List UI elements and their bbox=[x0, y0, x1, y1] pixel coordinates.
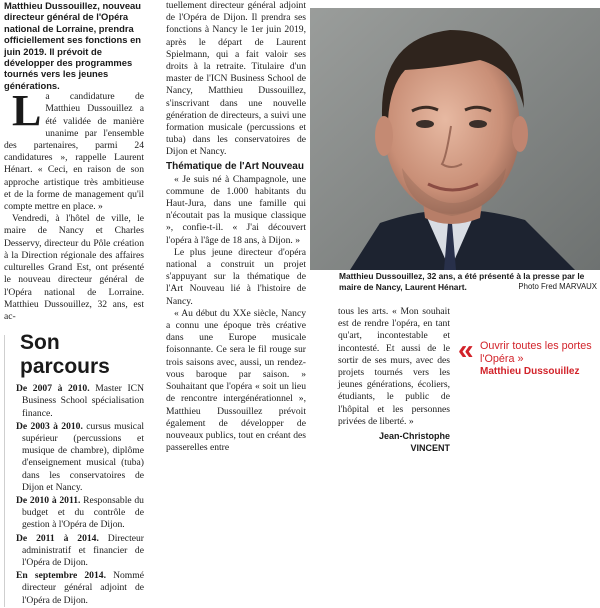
column-3 bbox=[338, 306, 450, 454]
col2-paragraph-1: tuellement directeur général adjoint de l'Opéra de Dijon. Il prendra ses fonctions à Nancy le 1er juin 2019, après le départ de Laurent Spielmann, qui a fait valoir ses droits à la retraite. Titulaire d'un master de l'ICN Business School de Nancy, Matthieu Dussouillez, s'inscrivant dans une nouvelle génération de directeurs, a suivi une formation musicale (percussions et tuba) dans les conservatoires de Dijon et Nancy. bbox=[166, 0, 306, 158]
drop-cap: L bbox=[12, 86, 42, 136]
author-signature: Jean-Christophe VINCENT bbox=[378, 431, 450, 454]
portrait-illustration bbox=[310, 8, 600, 270]
sidebar-parcours bbox=[4, 331, 144, 607]
parcours-item bbox=[4, 421, 144, 494]
parcours-year: De 2010 à 2011. bbox=[16, 494, 81, 506]
col2-paragraph-3: Le plus jeune directeur d'opéra national a construit un projet s'appuyant sur la thématique de l'Art Nouveau lié à l'histoire de Nancy. bbox=[166, 246, 306, 307]
article-lead: Matthieu Dussouillez, nouveau directeur général de l'Opéra national de Lorraine, prendra officiellement ses fonctions en juin 2019. Il prévoit de développer des programmes tournés vers les jeunes générations. bbox=[4, 0, 142, 91]
parcours-item bbox=[4, 495, 144, 532]
parcours-text: Directeur administratif et financier de l'Opéra de Dijon. bbox=[22, 532, 144, 568]
photo-caption bbox=[339, 271, 597, 292]
parcours-item bbox=[4, 570, 144, 607]
col3-paragraph-1: tous les arts. « Mon souhait est de rendre l'opéra, en tant qu'art, incontestable et incontesté. Et aussi de le sortir de ses murs, avec des projets tournés vers les jeunes générations, écoliers, étudiants, le public de l'hôpital et les personnes privées de liberté. » bbox=[338, 306, 450, 427]
parcours-year: De 2011 à 2014. bbox=[16, 532, 99, 544]
parcours-text: cursus musical supérieur (percussions et musique de chambre), diplôme d'enseignement musical (tuba) dans les conservatoires de Dijon et Nancy. bbox=[22, 420, 144, 493]
quote-author: Matthieu Dussouillez bbox=[480, 366, 580, 377]
col1-paragraph-2: Vendredi, à l'hôtel de ville, le maire de Nancy et Charles Desservy, directeur du Pôle création à la Direction régionale des affaires culturelles Grand Est, ont présenté le nouveau directeur général de l'Opéra national de Lorraine. Matthieu Dussouillez, 32 ans, est ac- bbox=[4, 213, 144, 322]
quote-text: Ouvrir toutes les portes l'Opéra » bbox=[480, 340, 592, 365]
section-subhead: Thématique de l'Art Nouveau bbox=[166, 160, 304, 172]
col1-paragraph-1 bbox=[4, 86, 144, 213]
parcours-item bbox=[4, 383, 144, 420]
parcours-year: De 2007 à 2010. bbox=[16, 383, 90, 395]
col2-paragraph-4: « Au début du XXe siècle, Nancy a connu une époque très créative dans une Europe musicale foisonnante. Ce sera le fil rouge sur trois saisons avec, aussi, un rendez-vous baroque par saison. » Souhaitant que l'opéra « soit un lieu de rencontre intergénérationnel », Matthieu Dussouillez prévoit également de développer de nouveaux publics, tout en créant des passerelles entre bbox=[166, 307, 306, 454]
column-2 bbox=[166, 0, 306, 454]
parcours-text: Master ICN Business School spécialisation finance. bbox=[22, 383, 145, 419]
parcours-year: De 2003 à 2010. bbox=[16, 420, 83, 432]
col1-paragraph-1-text: a candidature de Matthieu Dussouillez a été validée de manière unanime par l'ensemble des partenaires, parmi 24 candidatures », rappelle Laurent Hénart. « Ceci, en raison de son approche artistique très ambitieuse et de la forme de management qu'il compte mettre en place. » bbox=[4, 91, 144, 213]
quote-mark: « bbox=[458, 334, 474, 365]
parcours-text: Responsable du budget et du contrôle de gestion à l'Opéra de Dijon. bbox=[22, 494, 144, 531]
parcours-text: Nommé directeur général adjoint de l'Opéra de Dijon. bbox=[22, 570, 144, 606]
sidebar-title: Son parcours bbox=[20, 331, 110, 379]
pull-quote bbox=[458, 334, 598, 378]
portrait-photo bbox=[310, 8, 600, 270]
column-1 bbox=[4, 0, 144, 608]
col2-paragraph-2: « Je suis né à Champagnole, une commune de 1.000 habitants du Haut-Jura, dans une famille qui n'écoutait pas la musique classique », confie-t-il. « J'ai découvert l'opéra à l'âge de 18 ans, à Dijon. » bbox=[166, 173, 306, 246]
caption-text: Matthieu Dussouillez, 32 ans, a été présenté à la presse par le maire de Nancy, Laurent Hénart. bbox=[339, 271, 585, 292]
parcours-year: En septembre 2014. bbox=[16, 570, 106, 582]
photo-credit: Photo Fred MARVAUX bbox=[518, 281, 597, 291]
parcours-list bbox=[4, 383, 144, 607]
parcours-item bbox=[4, 533, 144, 570]
